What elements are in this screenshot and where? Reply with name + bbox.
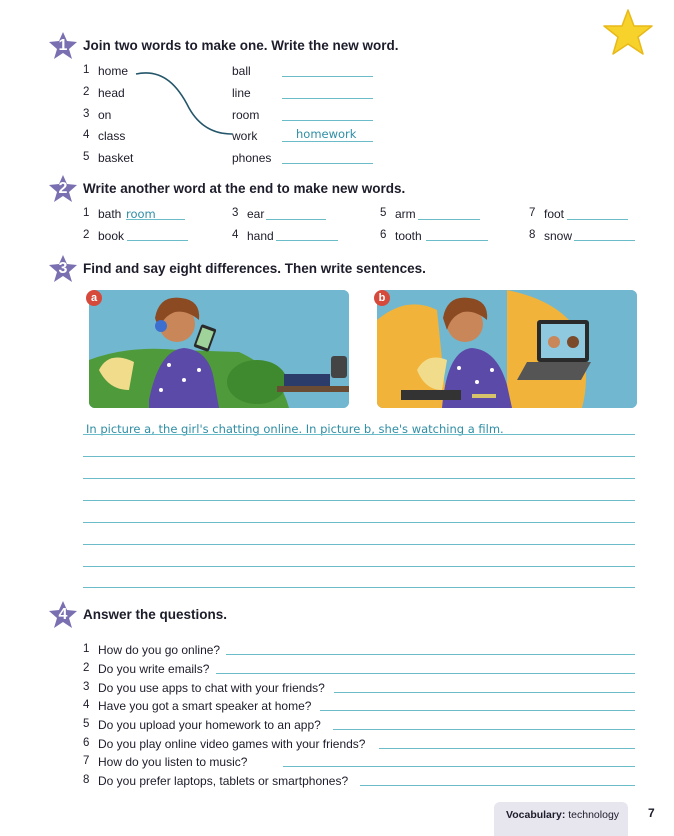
ex2-word: arm	[395, 207, 416, 221]
ex3-writing-line[interactable]	[83, 587, 635, 588]
ex1-left-word: basket	[98, 151, 134, 165]
ex4-answer-line[interactable]	[333, 729, 635, 730]
ex2-num: 2	[83, 229, 90, 241]
ex4-num: 7	[83, 755, 90, 767]
ex2-word: foot	[544, 207, 565, 221]
ex3-writing-line[interactable]	[83, 522, 635, 523]
ex1-right-word: phones	[232, 151, 272, 165]
ex1-answer-line[interactable]	[282, 76, 373, 77]
ex4-answer-line[interactable]	[379, 748, 635, 749]
ex2-word: tooth	[395, 229, 422, 243]
ex4-question: Do you write emails?	[98, 662, 210, 676]
ex2-example-answer: room	[126, 207, 156, 221]
ex4-question: Do you prefer laptops, tablets or smartphones?	[98, 774, 349, 788]
ex1-left-word: head	[98, 86, 125, 100]
picture-a	[89, 290, 349, 408]
ex4-answer-line[interactable]	[226, 654, 635, 655]
ex2-answer-line[interactable]	[126, 219, 185, 220]
ex4-num: 3	[83, 681, 90, 693]
ex4-question: Do you use apps to chat with your friends?	[98, 681, 325, 695]
ex1-answer-line[interactable]	[282, 120, 373, 121]
ex4-num: 1	[83, 643, 90, 655]
exercise-number: 1	[58, 37, 68, 54]
ex3-writing-line[interactable]	[83, 456, 635, 457]
ex3-writing-line[interactable]	[83, 434, 635, 435]
exercise-1-title: Join two words to make one. Write the new word.	[83, 38, 399, 53]
ex4-question: Do you play online video games with your friends?	[98, 737, 366, 751]
ex2-num: 3	[232, 207, 239, 219]
ex2-num: 8	[529, 229, 536, 241]
footer-topic-label: Vocabulary:	[506, 809, 566, 821]
ex3-example-sentence: In picture a, the girl's chatting online. In picture b, she's watching a film.	[86, 422, 504, 436]
ex2-num: 1	[83, 207, 90, 219]
ex1-answer-line[interactable]	[282, 141, 373, 142]
exercise-3-title: Find and say eight differences. Then write sentences.	[83, 261, 426, 276]
ex2-answer-line[interactable]	[574, 240, 635, 241]
ex2-answer-line[interactable]	[127, 240, 188, 241]
ex4-question: Do you upload your homework to an app?	[98, 718, 321, 732]
exercise-4-badge	[48, 600, 78, 630]
ex1-left-num: 1	[83, 64, 90, 76]
ex2-answer-line[interactable]	[567, 219, 628, 220]
ex2-answer-line[interactable]	[266, 219, 326, 220]
ex1-left-word: class	[98, 129, 126, 143]
ex4-answer-line[interactable]	[216, 673, 635, 674]
ex1-left-num: 2	[83, 86, 90, 98]
ex4-question: Have you got a smart speaker at home?	[98, 699, 312, 713]
exercise-3-badge	[48, 254, 78, 284]
ex1-left-num: 3	[83, 108, 90, 120]
footer-topic	[506, 809, 619, 821]
ex2-num: 4	[232, 229, 239, 241]
match-connector	[134, 68, 234, 140]
ex1-left-num: 4	[83, 129, 90, 141]
picture-b	[377, 290, 637, 408]
ex2-word: snow	[544, 229, 573, 243]
ex1-answer-line[interactable]	[282, 163, 373, 164]
ex4-num: 2	[83, 662, 90, 674]
ex4-num: 6	[83, 737, 90, 749]
exercise-2-badge	[48, 174, 78, 204]
ex2-word: hand	[247, 229, 274, 243]
ex1-right-word: work	[232, 129, 258, 143]
exercise-number: 4	[58, 606, 68, 623]
ex2-answer-line[interactable]	[418, 219, 480, 220]
picture-a-label: a	[86, 290, 102, 306]
ex2-answer-line[interactable]	[276, 240, 338, 241]
ex2-word: book	[98, 229, 125, 243]
footer-topic-value: technology	[568, 809, 620, 821]
ex4-num: 4	[83, 699, 90, 711]
ex1-right-word: line	[232, 86, 251, 100]
ex2-num: 7	[529, 207, 536, 219]
ex3-writing-line[interactable]	[83, 566, 635, 567]
ex1-right-word: room	[232, 108, 260, 122]
page-number: 7	[648, 806, 655, 820]
girl-with-phone-illustration	[89, 290, 349, 408]
ex4-num: 8	[83, 774, 90, 786]
ex4-num: 5	[83, 718, 90, 730]
ex4-question: How do you go online?	[98, 643, 221, 657]
exercise-2-title: Write another word at the end to make new words.	[83, 181, 406, 196]
ex3-writing-line[interactable]	[83, 544, 635, 545]
star-icon	[602, 8, 654, 58]
exercise-number: 2	[58, 180, 68, 197]
ex2-num: 5	[380, 207, 387, 219]
ex4-answer-line[interactable]	[360, 785, 635, 786]
girl-with-laptop-illustration	[377, 290, 637, 408]
ex1-left-word: home	[98, 64, 129, 78]
ex1-left-num: 5	[83, 151, 90, 163]
ex4-answer-line[interactable]	[283, 766, 635, 767]
ex2-answer-line[interactable]	[426, 240, 488, 241]
ex1-answer-line[interactable]	[282, 98, 373, 99]
exercise-1-badge	[48, 31, 78, 61]
exercise-number: 3	[58, 260, 68, 277]
ex1-right-word: ball	[232, 64, 251, 78]
ex3-writing-line[interactable]	[83, 500, 635, 501]
ex4-question: How do you listen to music?	[98, 755, 248, 769]
ex2-word: ear	[247, 207, 265, 221]
ex1-left-word: on	[98, 108, 112, 122]
ex2-word: bath	[98, 207, 122, 221]
ex2-num: 6	[380, 229, 387, 241]
ex4-answer-line[interactable]	[320, 710, 635, 711]
ex4-answer-line[interactable]	[334, 692, 635, 693]
exercise-4-title: Answer the questions.	[83, 607, 228, 622]
ex3-writing-line[interactable]	[83, 478, 635, 479]
picture-b-label: b	[374, 290, 390, 306]
ex1-example-answer: homework	[296, 127, 357, 141]
